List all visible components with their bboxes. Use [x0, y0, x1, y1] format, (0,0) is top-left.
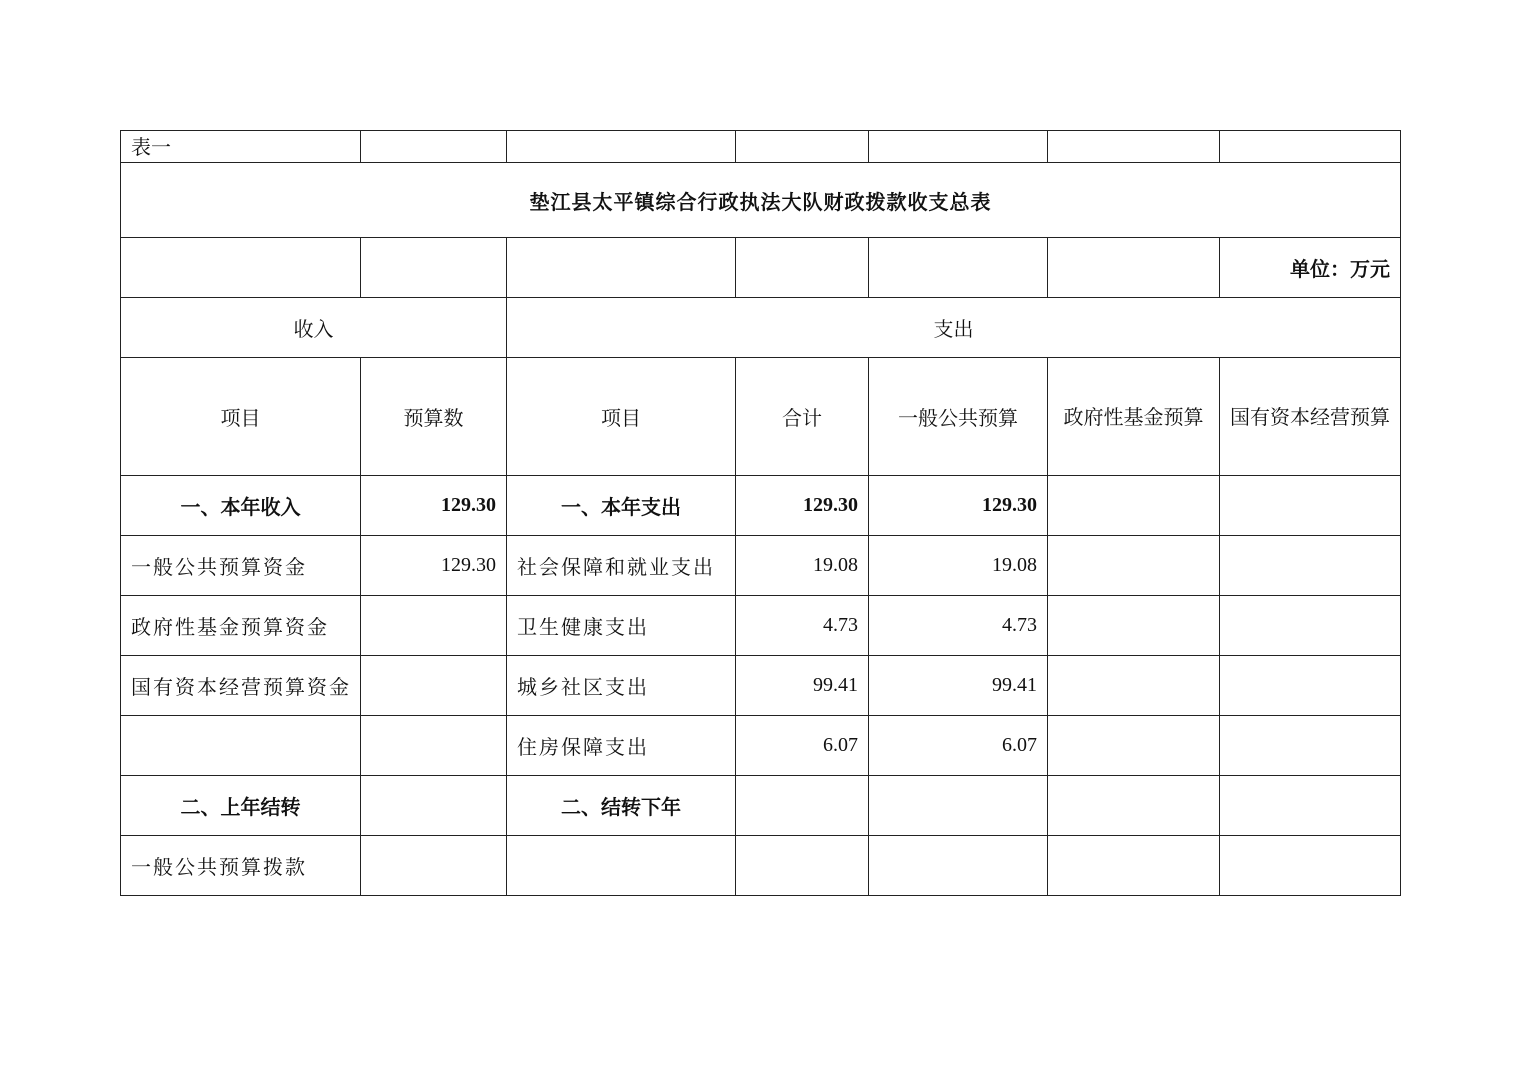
- cell-general: 6.07: [869, 716, 1048, 776]
- cell-state-capital: [1220, 656, 1401, 716]
- cell-total: [736, 836, 869, 896]
- cell-income-budget: [361, 716, 507, 776]
- cell-expense-item: [507, 836, 736, 896]
- cell-state-capital: [1220, 716, 1401, 776]
- expense-section-header: 支出: [507, 298, 1401, 358]
- cell-expense-item: 住房保障支出: [507, 716, 736, 776]
- cell-income-item: 一般公共预算资金: [121, 536, 361, 596]
- cell-general: 129.30: [869, 476, 1048, 536]
- cell-expense-item: 社会保障和就业支出: [507, 536, 736, 596]
- cell-total: 19.08: [736, 536, 869, 596]
- cell-income-budget: [361, 776, 507, 836]
- cell-income-item: [121, 716, 361, 776]
- cell-gov-fund: [1048, 536, 1220, 596]
- cell-general: [869, 836, 1048, 896]
- cell-general: [869, 776, 1048, 836]
- header-expense-item: 项目: [507, 358, 736, 476]
- cell-income-item: 二、上年结转: [121, 776, 361, 836]
- cell-gov-fund: [1048, 656, 1220, 716]
- cell-income-budget: 129.30: [361, 476, 507, 536]
- cell-state-capital: [1220, 596, 1401, 656]
- cell-state-capital: [1220, 776, 1401, 836]
- cell-state-capital: [1220, 836, 1401, 896]
- header-income-budget: 预算数: [361, 358, 507, 476]
- cell-gov-fund: [1048, 476, 1220, 536]
- cell-income-item: 一般公共预算拨款: [121, 836, 361, 896]
- header-general-budget: 一般公共预算: [869, 358, 1048, 476]
- income-section-header: 收入: [121, 298, 507, 358]
- unit-row: [121, 238, 1401, 298]
- page-title: 垫江县太平镇综合行政执法大队财政拨款收支总表: [121, 163, 1401, 238]
- table-row: [121, 836, 1401, 896]
- cell-expense-item: 二、结转下年: [507, 776, 736, 836]
- cell-gov-fund: [1048, 716, 1220, 776]
- table-tag-row: [121, 131, 1401, 163]
- cell-total: 129.30: [736, 476, 869, 536]
- header-state-capital-budget: 国有资本经营预算: [1220, 358, 1401, 476]
- cell-income-item: 一、本年收入: [121, 476, 361, 536]
- table-row: [121, 536, 1401, 596]
- cell-state-capital: [1220, 536, 1401, 596]
- cell-gov-fund: [1048, 776, 1220, 836]
- cell-income-budget: [361, 836, 507, 896]
- cell-gov-fund: [1048, 836, 1220, 896]
- cell-total: [736, 776, 869, 836]
- cell-general: 4.73: [869, 596, 1048, 656]
- cell-general: 19.08: [869, 536, 1048, 596]
- cell-gov-fund: [1048, 596, 1220, 656]
- title-row: [121, 163, 1401, 238]
- table-row: [121, 656, 1401, 716]
- cell-total: 99.41: [736, 656, 869, 716]
- header-income-item: 项目: [121, 358, 361, 476]
- header-gov-fund-budget: 政府性基金预算: [1048, 358, 1220, 476]
- cell-expense-item: 卫生健康支出: [507, 596, 736, 656]
- cell-total: 4.73: [736, 596, 869, 656]
- unit-label: 单位：万元: [1220, 238, 1401, 298]
- table-row: [121, 716, 1401, 776]
- table-tag: 表一: [121, 131, 361, 163]
- table-row: [121, 596, 1401, 656]
- header-total: 合计: [736, 358, 869, 476]
- cell-income-item: 国有资本经营预算资金: [121, 656, 361, 716]
- cell-general: 99.41: [869, 656, 1048, 716]
- cell-income-budget: [361, 656, 507, 716]
- section-row: [121, 298, 1401, 358]
- cell-total: 6.07: [736, 716, 869, 776]
- column-header-row: [121, 358, 1401, 476]
- cell-income-budget: [361, 596, 507, 656]
- cell-state-capital: [1220, 476, 1401, 536]
- cell-income-budget: 129.30: [361, 536, 507, 596]
- budget-summary-table: [120, 130, 1401, 896]
- cell-income-item: 政府性基金预算资金: [121, 596, 361, 656]
- table-row: [121, 776, 1401, 836]
- table-row: [121, 476, 1401, 536]
- cell-expense-item: 城乡社区支出: [507, 656, 736, 716]
- cell-expense-item: 一、本年支出: [507, 476, 736, 536]
